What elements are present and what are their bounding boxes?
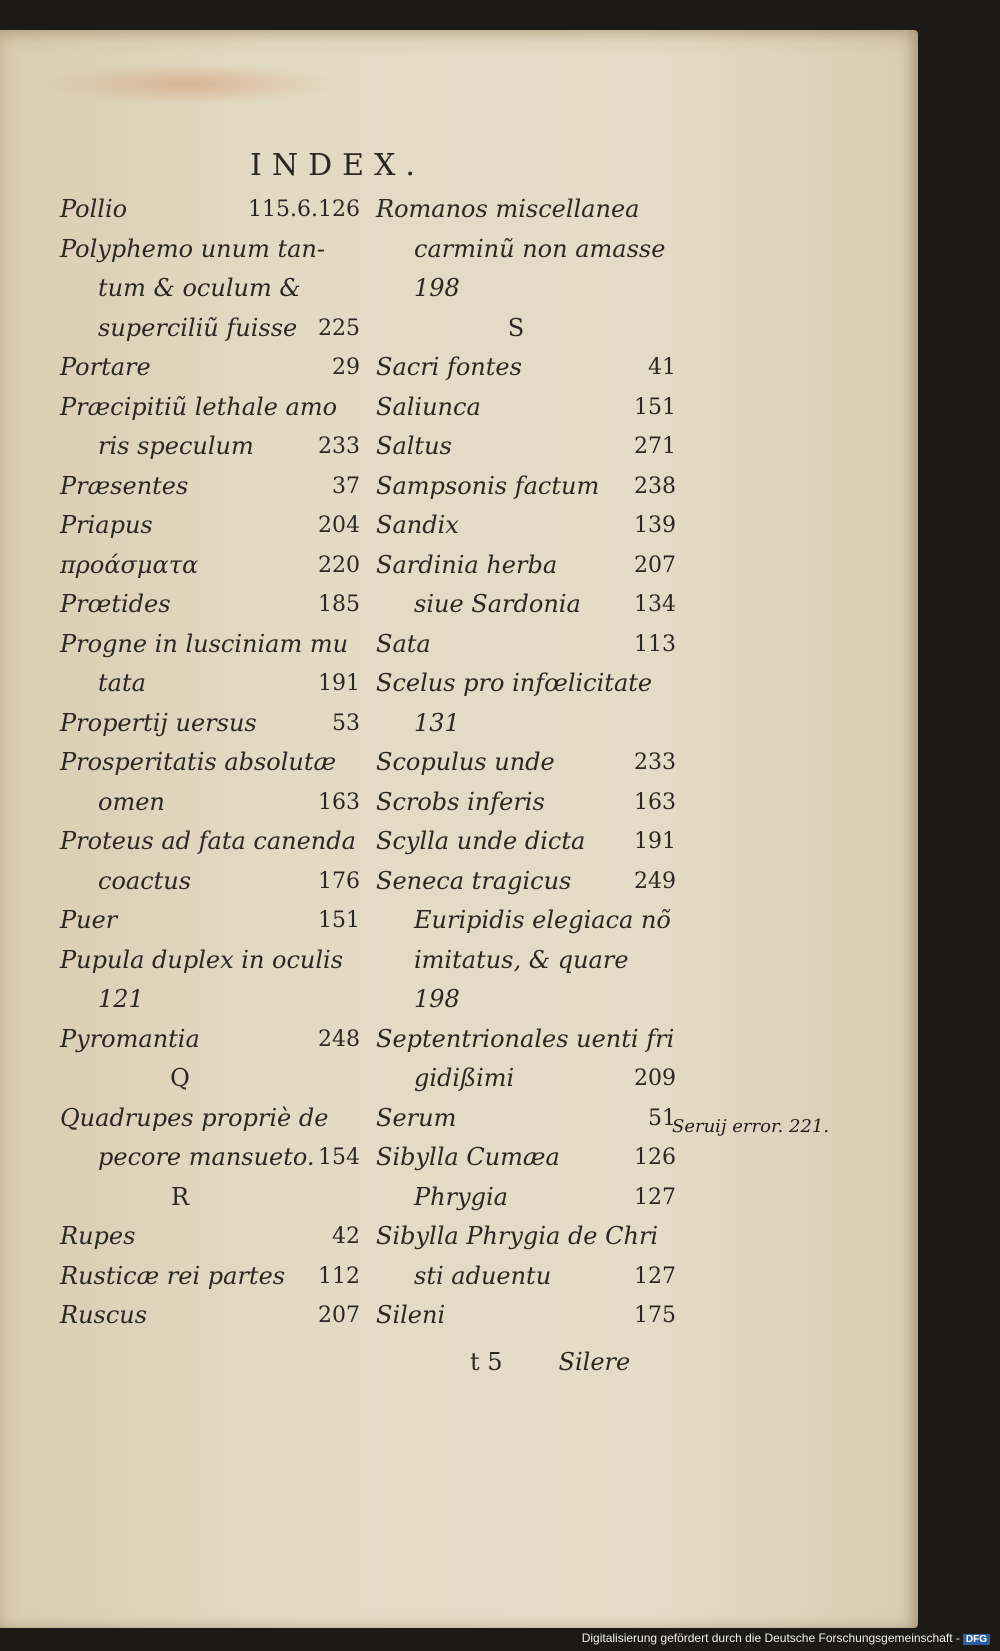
entry-page-number: 207 (634, 552, 676, 578)
entry-page-number: 112 (318, 1263, 360, 1289)
index-entry (376, 1217, 676, 1257)
index-entry (60, 980, 360, 1020)
index-entry (376, 269, 676, 309)
entry-term: Saliunca (376, 392, 481, 421)
section-letter: R (170, 1182, 190, 1211)
entry-page-number: 163 (634, 789, 676, 815)
entry-term: tata (98, 669, 146, 697)
paper-stain (40, 64, 340, 104)
index-entry (376, 388, 676, 428)
index-entry (60, 1296, 360, 1336)
index-entry (376, 506, 676, 546)
left-index-column (60, 190, 360, 1336)
entry-term: Sileni (376, 1301, 446, 1329)
entry-term: siue Sardonia (414, 590, 581, 618)
entry-page-number: 175 (634, 1303, 676, 1328)
entry-term: Sandix (376, 511, 459, 539)
entry-term: Sibylla Cumæa (376, 1143, 560, 1171)
index-entry (376, 822, 676, 862)
index-entry (60, 625, 360, 665)
entry-page-number: 209 (634, 1066, 676, 1091)
index-entry (60, 1099, 360, 1139)
index-entry (376, 1178, 676, 1218)
entry-term: imitatus, & quare (414, 945, 629, 974)
index-entry (60, 348, 360, 388)
entry-term: superciliũ fuisse (98, 313, 298, 342)
index-entry (60, 1020, 360, 1060)
entry-term: Polyphemo unum tan- (60, 234, 325, 263)
entry-page-number: 41 (648, 355, 676, 380)
entry-term: Septentrionales uenti fri (376, 1024, 675, 1053)
entry-term: Præcipitiũ lethale amo (60, 392, 338, 421)
entry-term: Saltus (376, 432, 452, 460)
page-title: INDEX. (250, 148, 425, 183)
handwritten-annotation: Seruij error. 221. (672, 1116, 830, 1137)
index-entry (376, 348, 676, 388)
index-entry (60, 388, 360, 428)
index-entry (376, 230, 676, 270)
index-entry (60, 822, 360, 862)
entry-page-number: 204 (318, 513, 360, 538)
entry-term: carminũ non amasse (414, 234, 666, 263)
entry-page-number: 127 (634, 1184, 676, 1210)
entry-page-number: 249 (634, 868, 676, 894)
entry-page-number: 42 (332, 1224, 360, 1249)
entry-term: 198 (414, 985, 460, 1013)
entry-term: Sampsonis factum (376, 471, 600, 500)
index-entry (60, 1257, 360, 1297)
entry-term: 131 (414, 708, 460, 737)
entry-term: Scopulus unde (376, 748, 555, 776)
index-entry (376, 1099, 676, 1139)
index-entry (60, 664, 360, 704)
entry-term: Rusticæ rei partes (60, 1261, 286, 1290)
entry-page-number: 176 (318, 868, 360, 894)
entry-term: Prosperitatis absolutæ (60, 748, 337, 776)
entry-term: Sardinia herba (376, 550, 558, 579)
index-entry (376, 664, 676, 704)
entry-page-number: 191 (634, 829, 676, 854)
section-letter: Q (170, 1064, 190, 1092)
entry-page-number: 163 (318, 789, 360, 815)
index-entry (60, 467, 360, 507)
index-entry (60, 506, 360, 546)
digitization-credit (578, 1629, 994, 1647)
index-entry (376, 901, 676, 941)
entry-term: Scylla unde dicta (376, 827, 586, 855)
index-entry (376, 1257, 676, 1297)
entry-page-number: 220 (318, 552, 360, 578)
index-entry (60, 901, 360, 941)
entry-page-number: 139 (634, 513, 676, 538)
entry-page-number: 113 (634, 631, 676, 657)
entry-term: Phrygia (414, 1182, 508, 1211)
index-entry (60, 941, 360, 981)
index-entry (376, 980, 676, 1020)
entry-page-number: 53 (332, 710, 360, 736)
index-entry (60, 1138, 360, 1178)
index-entry (376, 862, 676, 902)
entry-page-number: 134 (634, 592, 676, 617)
entry-term: Quadrupes propriè de (60, 1103, 329, 1132)
signature-mark: t 5 (470, 1348, 503, 1376)
index-entry (376, 585, 676, 625)
index-entry (60, 862, 360, 902)
index-entry (60, 704, 360, 744)
book-page (0, 30, 918, 1628)
entry-term: ris speculum (98, 432, 254, 460)
entry-term: Scrobs inferis (376, 787, 545, 816)
entry-term: Portare (60, 353, 151, 381)
entry-page-number: 115.6.126 (248, 197, 360, 222)
entry-term: 121 (98, 985, 144, 1013)
right-index-column (376, 190, 676, 1336)
entry-page-number: 185 (318, 592, 360, 617)
index-entry (60, 743, 360, 783)
entry-term: Pyromantia (60, 1024, 200, 1053)
entry-page-number: 154 (318, 1145, 360, 1170)
index-entry (376, 467, 676, 507)
index-entry (376, 743, 676, 783)
entry-term: coactus (98, 866, 192, 895)
entry-term: Sibylla Phrygia de Chri (376, 1222, 659, 1250)
entry-page-number: 126 (634, 1145, 676, 1170)
entry-page-number: 225 (318, 315, 360, 341)
dfg-logo: DFG (963, 1634, 990, 1645)
index-entry (376, 1020, 676, 1060)
entry-page-number: 151 (318, 908, 360, 933)
index-entry (376, 941, 676, 981)
entry-page-number: 238 (634, 473, 676, 499)
entry-page-number: 233 (634, 750, 676, 775)
entry-term: Sacri fontes (376, 353, 522, 381)
entry-page-number: 151 (634, 394, 676, 420)
index-entry (60, 230, 360, 270)
index-entry (60, 427, 360, 467)
entry-page-number: 191 (318, 671, 360, 696)
entry-term: tum & oculum & (98, 274, 301, 302)
index-entry (376, 427, 676, 467)
index-entry (376, 1296, 676, 1336)
entry-page-number: 271 (634, 434, 676, 459)
entry-term: Progne in lusciniam mu (60, 629, 349, 658)
entry-page-number: 29 (332, 355, 360, 380)
entry-page-number: 207 (318, 1303, 360, 1328)
index-entry (376, 783, 676, 823)
index-entry (376, 546, 676, 586)
index-entry (376, 1138, 676, 1178)
entry-page-number: 127 (634, 1263, 676, 1289)
index-entry (60, 783, 360, 823)
signature-line (470, 1348, 630, 1376)
entry-term: Pollio (60, 195, 128, 223)
entry-term: 198 (414, 274, 460, 302)
entry-page-number: 248 (318, 1026, 360, 1052)
entry-term: sti aduentu (414, 1261, 552, 1290)
index-entry (60, 190, 360, 230)
entry-term: Euripidis elegiaca nõ (414, 906, 671, 934)
entry-term: omen (98, 787, 165, 816)
index-entry (60, 269, 360, 309)
index-entry (376, 1059, 676, 1099)
entry-term: Prœtides (60, 590, 171, 618)
index-entry (60, 546, 360, 586)
entry-term: προάσματα (60, 550, 199, 579)
catchword: Silere (558, 1348, 631, 1376)
index-entry (376, 190, 676, 230)
entry-page-number: 233 (318, 434, 360, 459)
entry-term: Ruscus (60, 1301, 148, 1329)
entry-term: Seneca tragicus (376, 866, 572, 895)
index-entry (60, 1217, 360, 1257)
entry-term: Romanos miscellanea (376, 195, 640, 223)
entry-term: Præsentes (60, 471, 189, 500)
entry-term: Puer (60, 906, 118, 934)
entry-term: Serum (376, 1103, 457, 1132)
entry-term: Priapus (60, 511, 153, 539)
index-entry (376, 625, 676, 665)
entry-term: Rupes (60, 1222, 136, 1250)
entry-term: Pupula duplex in oculis (60, 945, 344, 974)
index-entry (60, 309, 360, 349)
entry-term: Sata (376, 629, 431, 658)
entry-term: Propertij uersus (60, 708, 257, 737)
entry-term: pecore mansueto. (98, 1143, 315, 1171)
credit-text: Digitalisierung gefördert durch die Deutsche Forschungsgemeinschaft - (581, 1631, 960, 1645)
entry-page-number: 51 (648, 1105, 676, 1131)
entry-page-number: 37 (332, 473, 360, 499)
entry-term: gidißimi (414, 1064, 515, 1092)
index-entry (376, 704, 676, 744)
entry-term: Scelus pro infœlicitate (376, 669, 653, 697)
index-entry (60, 585, 360, 625)
section-letter: S (507, 313, 525, 342)
entry-term: Proteus ad fata canenda (60, 827, 356, 855)
